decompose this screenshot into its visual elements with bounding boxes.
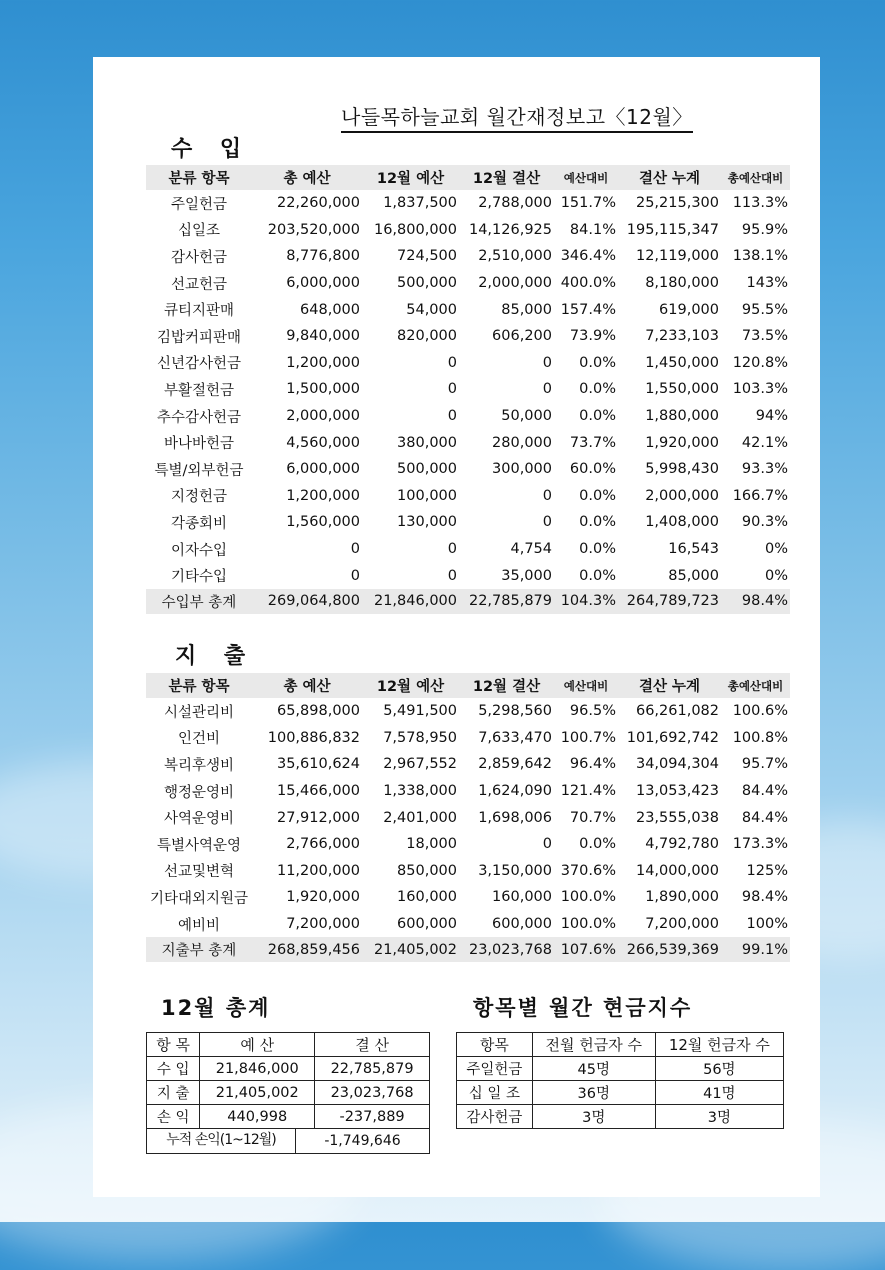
table-cell: 100,886,832 <box>267 729 360 746</box>
table-cell: 70.7% <box>569 809 616 826</box>
total-cell: 264,789,723 <box>618 589 721 614</box>
table-cell: 100.6% <box>732 703 788 720</box>
column-header: 총 예산 <box>252 165 362 190</box>
table-cell: 기타대외지원금 <box>149 890 249 907</box>
table-row <box>146 831 790 858</box>
table-cell: 195,115,347 <box>626 221 719 238</box>
table-cell: 부활절헌금 <box>163 382 235 399</box>
table-cell: 6,000,000 <box>286 461 360 478</box>
table-cell: 42.1% <box>741 434 788 451</box>
table-cell: 선교및변혁 <box>163 864 235 881</box>
column-header: 12월 결산 <box>459 165 554 190</box>
table-cell: 380,000 <box>397 434 457 451</box>
table-cell: 8,776,800 <box>286 248 360 265</box>
table-cell: 2,788,000 <box>478 195 552 212</box>
table-cell: 27,912,000 <box>276 809 360 826</box>
table-cell: 0 <box>447 381 457 398</box>
table-cell: 16,800,000 <box>373 221 457 238</box>
table-cell: 101,692,742 <box>626 729 719 746</box>
table-row <box>457 1081 784 1105</box>
table-cell: 0 <box>542 354 552 371</box>
column-header: 총 예산 <box>252 673 362 698</box>
table-cell: 346.4% <box>560 248 616 265</box>
table-cell: 11,200,000 <box>276 862 360 879</box>
table-cell: 95.5% <box>741 301 788 318</box>
table-cell: 4,754 <box>510 541 552 558</box>
summary-header-row <box>147 1033 430 1057</box>
table-cell: 440,998 <box>200 1105 315 1129</box>
table-cell: 36명 <box>532 1081 655 1105</box>
table-cell: 21,846,000 <box>200 1057 315 1081</box>
table-cell: 복리후생비 <box>163 757 235 774</box>
table-cell: 100.8% <box>732 729 788 746</box>
table-cell: 7,200,000 <box>286 916 360 933</box>
table-cell: 0.0% <box>579 354 616 371</box>
table-cell: 95.7% <box>741 756 788 773</box>
table-cell: 0 <box>350 567 360 584</box>
table-cell: 2,000,000 <box>478 275 552 292</box>
income-header-row <box>146 165 790 190</box>
table-cell: 0.0% <box>579 541 616 558</box>
table-cell: 7,200,000 <box>645 916 719 933</box>
table-cell: 90.3% <box>741 514 788 531</box>
column-header: 항목 <box>457 1033 533 1057</box>
total-cell: 23,023,768 <box>459 937 554 962</box>
table-row <box>146 911 790 938</box>
column-header: 분류 항목 <box>146 673 252 698</box>
table-cell: 724,500 <box>397 248 457 265</box>
table-cell: 300,000 <box>492 461 552 478</box>
table-cell: 143% <box>746 275 788 292</box>
table-cell: 1,560,000 <box>286 514 360 531</box>
column-header: 12월 헌금자 수 <box>655 1033 783 1057</box>
table-cell: 18,000 <box>406 836 457 853</box>
table-row <box>146 725 790 752</box>
table-cell: 바나바헌금 <box>163 436 235 453</box>
table-cell: 행정운영비 <box>163 784 235 801</box>
table-cell: 93.3% <box>741 461 788 478</box>
table-cell: 65,898,000 <box>276 703 360 720</box>
table-cell: 151.7% <box>560 195 616 212</box>
table-cell: 9,840,000 <box>286 328 360 345</box>
table-cell: 850,000 <box>397 862 457 879</box>
total-cell: 98.4% <box>721 589 790 614</box>
table-cell: 54,000 <box>406 301 457 318</box>
table-cell: 1,880,000 <box>645 408 719 425</box>
table-cell: 7,578,950 <box>383 729 457 746</box>
table-cell: 0% <box>764 541 788 558</box>
table-cell: 1,500,000 <box>286 381 360 398</box>
table-row <box>146 751 790 778</box>
table-cell: 166.7% <box>732 487 788 504</box>
table-cell: 2,401,000 <box>383 809 457 826</box>
table-cell: 35,610,624 <box>276 756 360 773</box>
total-cell: 지출부 총계 <box>146 937 252 962</box>
table-row <box>146 350 790 377</box>
cumulative-profit-value: -1,749,646 <box>324 1132 401 1149</box>
table-cell: 1,890,000 <box>645 889 719 906</box>
table-row <box>146 190 790 217</box>
table-row <box>146 884 790 911</box>
table-row <box>146 429 790 456</box>
table-cell: 0 <box>447 354 457 371</box>
cumulative-profit-label: 누적 손익(1~12월) <box>147 1128 296 1153</box>
table-cell: 138.1% <box>732 248 788 265</box>
table-cell: 7,633,470 <box>478 729 552 746</box>
table-cell: 41명 <box>655 1081 783 1105</box>
table-cell: 5,298,560 <box>478 703 552 720</box>
table-cell: 96.5% <box>569 703 616 720</box>
table-cell: 500,000 <box>397 461 457 478</box>
table-cell: 0 <box>542 381 552 398</box>
table-cell: 85,000 <box>668 567 719 584</box>
table-cell: 22,785,879 <box>315 1057 430 1081</box>
table-cell: 김밥커피판매 <box>156 329 242 346</box>
column-header: 항 목 <box>147 1033 200 1057</box>
summary-heading: 12월 총계 <box>161 996 271 1020</box>
table-cell: 203,520,000 <box>267 221 360 238</box>
table-cell: 619,000 <box>659 301 719 318</box>
table-cell: 0.0% <box>579 514 616 531</box>
table-cell: 21,405,002 <box>200 1081 315 1105</box>
table-row <box>146 403 790 430</box>
income-table <box>146 165 790 614</box>
table-cell: 수 입 <box>147 1057 200 1081</box>
table-cell: 1,450,000 <box>645 354 719 371</box>
table-row <box>146 270 790 297</box>
table-cell: 60.0% <box>569 461 616 478</box>
table-row <box>146 858 790 885</box>
table-cell: 23,555,038 <box>635 809 719 826</box>
expense-header-row <box>146 673 790 698</box>
table-cell: 50,000 <box>501 408 552 425</box>
table-cell: 각종회비 <box>170 515 228 532</box>
table-row <box>147 1105 430 1129</box>
total-cell: 104.3% <box>554 589 618 614</box>
table-cell: 370.6% <box>560 862 616 879</box>
table-cell: 0 <box>542 514 552 531</box>
table-cell: 5,998,430 <box>645 461 719 478</box>
column-header: 분류 항목 <box>146 165 252 190</box>
column-header: 총예산대비 <box>721 673 790 698</box>
table-row <box>146 243 790 270</box>
table-cell: 500,000 <box>397 275 457 292</box>
table-cell: 14,126,925 <box>468 221 552 238</box>
column-header: 총예산대비 <box>721 165 790 190</box>
table-row <box>146 536 790 563</box>
total-cell: 21,405,002 <box>362 937 459 962</box>
table-cell: 56명 <box>655 1057 783 1081</box>
table-cell: 84.1% <box>569 221 616 238</box>
table-cell: 주일헌금 <box>457 1057 533 1081</box>
expense-total-row <box>146 937 790 962</box>
total-cell: 266,539,369 <box>618 937 721 962</box>
table-row <box>146 804 790 831</box>
table-cell: 606,200 <box>492 328 552 345</box>
table-cell: 157.4% <box>560 301 616 318</box>
table-cell: 4,792,780 <box>645 836 719 853</box>
table-cell: 73.7% <box>569 434 616 451</box>
table-cell: 94% <box>755 408 788 425</box>
total-cell: 21,846,000 <box>362 589 459 614</box>
table-cell: 2,000,000 <box>645 487 719 504</box>
table-row <box>457 1105 784 1129</box>
table-cell: 15,466,000 <box>276 783 360 800</box>
table-cell: 121.4% <box>560 783 616 800</box>
table-cell: 4,560,000 <box>286 434 360 451</box>
table-cell: 0 <box>542 487 552 504</box>
table-cell: 1,837,500 <box>383 195 457 212</box>
table-cell: 1,698,006 <box>478 809 552 826</box>
table-cell: 160,000 <box>397 889 457 906</box>
table-cell: 35,000 <box>501 567 552 584</box>
table-cell: 73.9% <box>569 328 616 345</box>
cash-count-table <box>456 1032 784 1129</box>
table-cell: 0.0% <box>579 487 616 504</box>
table-row <box>146 323 790 350</box>
cumulative-profit-row <box>146 1128 430 1154</box>
table-cell: 2,967,552 <box>383 756 457 773</box>
table-cell: 큐티지판매 <box>163 303 235 320</box>
column-header: 결 산 <box>315 1033 430 1057</box>
table-cell: 5,491,500 <box>383 703 457 720</box>
table-cell: 지정헌금 <box>170 489 228 506</box>
table-cell: 1,200,000 <box>286 354 360 371</box>
table-cell: 3,150,000 <box>478 862 552 879</box>
table-row <box>457 1057 784 1081</box>
expense-heading: 지 출 <box>175 644 256 669</box>
table-cell: 400.0% <box>560 275 616 292</box>
table-cell: 감사헌금 <box>457 1105 533 1129</box>
table-cell: 1,624,090 <box>478 783 552 800</box>
table-row <box>146 456 790 483</box>
income-heading: 수 입 <box>171 137 252 162</box>
table-cell: 95.9% <box>741 221 788 238</box>
table-row <box>146 509 790 536</box>
table-cell: 100.0% <box>560 916 616 933</box>
table-cell: 25,215,300 <box>635 195 719 212</box>
table-cell: 0 <box>350 541 360 558</box>
table-cell: 3명 <box>532 1105 655 1129</box>
table-cell: 시설관리비 <box>163 704 235 721</box>
table-cell: 주일헌금 <box>170 196 228 213</box>
table-cell: 0 <box>447 408 457 425</box>
table-row <box>146 778 790 805</box>
table-row <box>146 698 790 725</box>
total-cell: 22,785,879 <box>459 589 554 614</box>
table-cell: 선교헌금 <box>170 276 228 293</box>
table-cell: 2,859,642 <box>478 756 552 773</box>
table-row <box>146 376 790 403</box>
table-cell: 100.0% <box>560 889 616 906</box>
table-cell: 120.8% <box>732 354 788 371</box>
table-cell: 감사헌금 <box>170 249 228 266</box>
cash_count-header-row <box>457 1033 784 1057</box>
table-cell: 손 익 <box>147 1105 200 1129</box>
table-cell: 지 출 <box>147 1081 200 1105</box>
report-page <box>93 57 820 1197</box>
table-cell: 0% <box>764 567 788 584</box>
table-cell: 특별사역운영 <box>156 837 242 854</box>
table-cell: 2,766,000 <box>286 836 360 853</box>
table-cell: 특별/외부헌금 <box>154 462 244 479</box>
total-cell: 99.1% <box>721 937 790 962</box>
table-cell: 7,233,103 <box>645 328 719 345</box>
table-row <box>146 296 790 323</box>
column-header: 결산 누계 <box>618 165 721 190</box>
table-cell: 2,510,000 <box>478 248 552 265</box>
total-cell: 107.6% <box>554 937 618 962</box>
table-cell: 16,543 <box>668 541 719 558</box>
table-cell: 130,000 <box>397 514 457 531</box>
table-cell: 22,260,000 <box>276 195 360 212</box>
table-cell: -237,889 <box>315 1105 430 1129</box>
table-cell: 3명 <box>655 1105 783 1129</box>
table-row <box>146 217 790 244</box>
table-cell: 13,053,423 <box>635 783 719 800</box>
table-cell: 85,000 <box>501 301 552 318</box>
table-cell: 인건비 <box>177 731 221 748</box>
table-cell: 0 <box>542 836 552 853</box>
table-cell: 34,094,304 <box>635 756 719 773</box>
table-cell: 84.4% <box>741 809 788 826</box>
column-header: 12월 예산 <box>362 673 459 698</box>
table-cell: 14,000,000 <box>635 862 719 879</box>
table-cell: 추수감사헌금 <box>156 409 242 426</box>
total-cell: 269,064,800 <box>252 589 362 614</box>
table-cell: 사역운영비 <box>163 811 235 828</box>
table-cell: 600,000 <box>492 916 552 933</box>
table-cell: 66,261,082 <box>635 703 719 720</box>
table-cell: 0 <box>447 541 457 558</box>
table-cell: 1,550,000 <box>645 381 719 398</box>
table-cell: 0.0% <box>579 836 616 853</box>
summary-table <box>146 1032 430 1129</box>
total-cell: 268,859,456 <box>252 937 362 962</box>
table-cell: 103.3% <box>732 381 788 398</box>
table-cell: 1,408,000 <box>645 514 719 531</box>
table-row <box>146 562 790 589</box>
table-cell: 98.4% <box>741 889 788 906</box>
table-cell: 1,920,000 <box>645 434 719 451</box>
table-cell: 125% <box>746 862 788 879</box>
table-cell: 173.3% <box>732 836 788 853</box>
table-cell: 84.4% <box>741 783 788 800</box>
column-header: 예산대비 <box>554 673 618 698</box>
table-cell: 기타수입 <box>170 569 228 586</box>
table-cell: 1,338,000 <box>383 783 457 800</box>
table-cell: 1,920,000 <box>286 889 360 906</box>
table-cell: 600,000 <box>397 916 457 933</box>
table-cell: 96.4% <box>569 756 616 773</box>
table-cell: 0.0% <box>579 408 616 425</box>
table-cell: 73.5% <box>741 328 788 345</box>
expense-table <box>146 673 790 962</box>
cash-count-heading: 항목별 월간 현금지수 <box>473 996 693 1020</box>
total-cell: 수입부 총계 <box>146 589 252 614</box>
table-cell: 이자수입 <box>170 542 228 559</box>
table-cell: 1,200,000 <box>286 487 360 504</box>
table-cell: 280,000 <box>492 434 552 451</box>
table-cell: 십 일 조 <box>457 1081 533 1105</box>
column-header: 결산 누계 <box>618 673 721 698</box>
table-cell: 100,000 <box>397 487 457 504</box>
table-row <box>146 483 790 510</box>
table-cell: 0.0% <box>579 381 616 398</box>
table-cell: 신년감사헌금 <box>156 356 242 373</box>
table-cell: 0 <box>447 567 457 584</box>
income-total-row <box>146 589 790 614</box>
table-cell: 648,000 <box>300 301 360 318</box>
table-cell: 8,180,000 <box>645 275 719 292</box>
table-row <box>147 1081 430 1105</box>
table-cell: 2,000,000 <box>286 408 360 425</box>
table-cell: 12,119,000 <box>635 248 719 265</box>
table-cell: 0.0% <box>579 567 616 584</box>
table-cell: 160,000 <box>492 889 552 906</box>
column-header: 12월 결산 <box>459 673 554 698</box>
column-header: 예산대비 <box>554 165 618 190</box>
table-cell: 820,000 <box>397 328 457 345</box>
table-cell: 6,000,000 <box>286 275 360 292</box>
column-header: 예 산 <box>200 1033 315 1057</box>
table-cell: 십일조 <box>177 223 221 240</box>
report-title: 나들목하늘교회 월간재정보고〈12월〉 <box>341 101 693 133</box>
table-cell: 113.3% <box>732 195 788 212</box>
table-cell: 100.7% <box>560 729 616 746</box>
table-cell: 100% <box>746 916 788 933</box>
table-cell: 45명 <box>532 1057 655 1081</box>
column-header: 12월 예산 <box>362 165 459 190</box>
table-row <box>147 1057 430 1081</box>
table-cell: 예비비 <box>177 917 221 934</box>
table-cell: 23,023,768 <box>315 1081 430 1105</box>
column-header: 전월 헌금자 수 <box>532 1033 655 1057</box>
